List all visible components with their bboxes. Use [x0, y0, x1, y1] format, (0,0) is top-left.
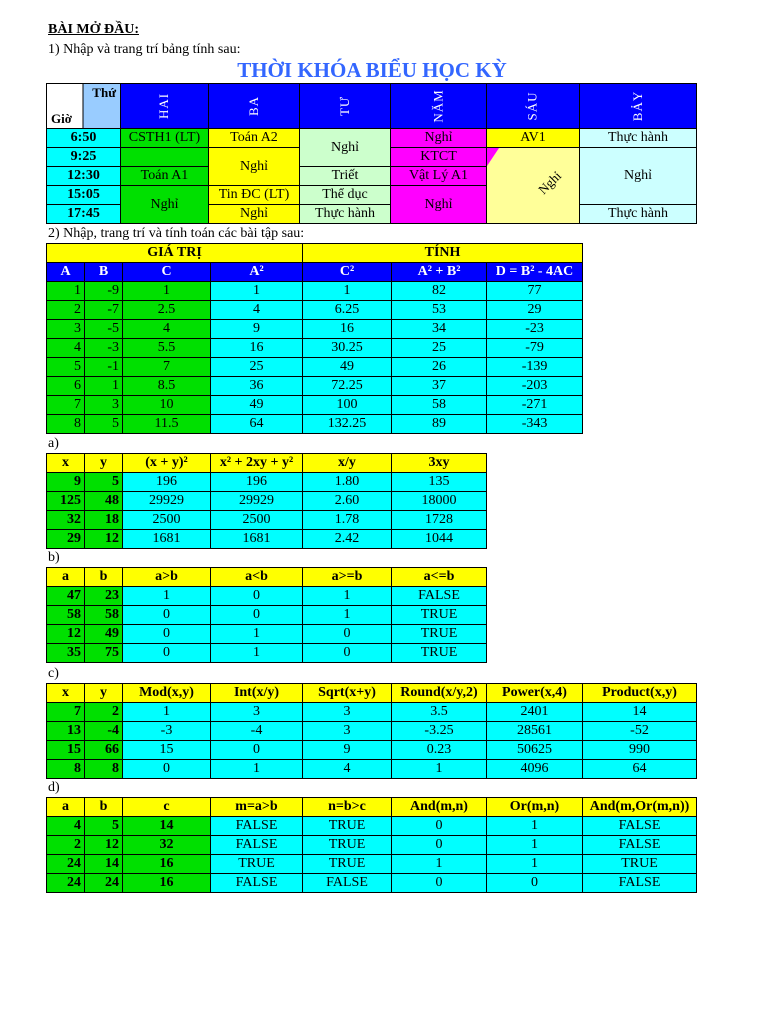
table_main-cell: 4: [211, 301, 303, 320]
table-row: [47, 511, 487, 530]
table_a-cell: 1681: [123, 530, 211, 549]
table_b-header-2: a>b: [123, 568, 211, 587]
table_a-cell: 29929: [123, 492, 211, 511]
table_main-cell: 1: [85, 377, 123, 396]
table_a-cell: 2500: [211, 511, 303, 530]
table_a-cell: 29: [47, 530, 85, 549]
table_c-cell: 13: [47, 722, 85, 741]
heading: BÀI MỞ ĐẦU:: [48, 22, 139, 37]
table_d-cell: 2: [47, 836, 85, 855]
table_d-cell: TRUE: [583, 855, 697, 874]
cell-bay-1: Thực hành: [580, 129, 697, 148]
table-row: [47, 722, 697, 741]
table_d-header-7: And(m,Or(m,n)): [583, 798, 697, 817]
cell-hai-3: Toán A1: [121, 167, 209, 186]
table_b-cell: TRUE: [392, 644, 487, 663]
table_main-cell: 1: [303, 282, 392, 301]
label-a: a): [48, 436, 59, 451]
day-nam: NĂM: [391, 84, 487, 129]
table-row: [47, 817, 697, 836]
table_c-cell: 66: [85, 741, 123, 760]
table_d-cell: 16: [123, 874, 211, 893]
table_c-header-2: Mod(x,y): [123, 684, 211, 703]
table_d-cell: FALSE: [211, 817, 303, 836]
table-row: [47, 587, 487, 606]
table_a-cell: 32: [47, 511, 85, 530]
table-row: [47, 282, 583, 301]
table_c-header-6: Power(x,4): [487, 684, 583, 703]
table_a-cell: 2.42: [303, 530, 392, 549]
table_main-cell: 100: [303, 396, 392, 415]
table_c-cell: 2401: [487, 703, 583, 722]
table_main-cell: 26: [392, 358, 487, 377]
table_c-cell: 4: [303, 760, 392, 779]
table_d-header-1: b: [85, 798, 123, 817]
cell-nam-1: Nghỉ: [391, 129, 487, 148]
table_b-header-5: a<=b: [392, 568, 487, 587]
table_d-cell: 1: [392, 855, 487, 874]
table_c-cell: -3.25: [392, 722, 487, 741]
table_a-cell: 196: [211, 473, 303, 492]
table_d-cell: 14: [123, 817, 211, 836]
table_d-cell: 0: [487, 874, 583, 893]
cell-ba-5: Nghỉ: [209, 205, 300, 224]
table_main-cell: 37: [392, 377, 487, 396]
table-row: [47, 396, 583, 415]
table_d-cell: 5: [85, 817, 123, 836]
table_c-cell: 3.5: [392, 703, 487, 722]
table_a-cell: 1044: [392, 530, 487, 549]
table_d-cell: 0: [392, 817, 487, 836]
table_main-cell: -3: [85, 339, 123, 358]
table_d-header-4: n=b>c: [303, 798, 392, 817]
time-2: 9:25: [47, 148, 121, 167]
table_d-cell: 24: [47, 874, 85, 893]
table_c-cell: 0: [123, 760, 211, 779]
table_d-header-0: a: [47, 798, 85, 817]
table_a-header-4: x/y: [303, 454, 392, 473]
table_a-cell: 1681: [211, 530, 303, 549]
table_main-cell: 3: [47, 320, 85, 339]
table_d-cell: 0: [392, 874, 487, 893]
cell-ba-2: Nghỉ: [209, 148, 300, 186]
table_b-cell: 1: [123, 587, 211, 606]
day-hai: HAI: [121, 84, 209, 129]
table-row: [47, 874, 697, 893]
table-c: [46, 683, 697, 779]
table_b-cell: 49: [85, 625, 123, 644]
table_main-cell: 4: [123, 320, 211, 339]
cell-hai-4: Nghỉ: [121, 186, 209, 224]
table_b-cell: 35: [47, 644, 85, 663]
group-values: GIÁ TRỊ: [47, 244, 303, 263]
table_b-cell: 58: [47, 606, 85, 625]
table_main-cell: -23: [487, 320, 583, 339]
table_main-cell: 49: [303, 358, 392, 377]
corner-bottom: Giờ: [51, 111, 72, 126]
table_main-cell: 1: [211, 282, 303, 301]
table_b-cell: 0: [123, 625, 211, 644]
timetable: [46, 83, 697, 224]
cell-tu-1: Nghỉ: [300, 129, 391, 167]
day-tu: TƯ: [300, 84, 391, 129]
cell-ba-1: Toán A2: [209, 129, 300, 148]
table-d: [46, 797, 697, 893]
table_main-cell: 82: [392, 282, 487, 301]
table_main-cell: 7: [47, 396, 85, 415]
table_a-header-5: 3xy: [392, 454, 487, 473]
table_a-cell: 1728: [392, 511, 487, 530]
table_main-cell: 29: [487, 301, 583, 320]
table_d-cell: 0: [392, 836, 487, 855]
table_b-cell: 1: [303, 587, 392, 606]
table_b-cell: 1: [211, 644, 303, 663]
table_a-cell: 5: [85, 473, 123, 492]
table_b-header-1: b: [85, 568, 123, 587]
table_c-cell: -4: [211, 722, 303, 741]
table_b-cell: 12: [47, 625, 85, 644]
table_d-cell: TRUE: [303, 836, 392, 855]
table_d-cell: FALSE: [211, 836, 303, 855]
table_main-cell: 11.5: [123, 415, 211, 434]
table-row: [47, 741, 697, 760]
table_main-cell: 10: [123, 396, 211, 415]
table_main-cell: 5: [47, 358, 85, 377]
table-row: [47, 415, 583, 434]
table_c-header-0: x: [47, 684, 85, 703]
table_main-cell: -79: [487, 339, 583, 358]
table_c-cell: 14: [583, 703, 697, 722]
table_b-cell: 0: [123, 644, 211, 663]
table-row: [47, 644, 487, 663]
table_b-cell: TRUE: [392, 606, 487, 625]
time-5: 17:45: [47, 205, 121, 224]
table_main-header-1: B: [85, 263, 123, 282]
cell-hai-1: CSTH1 (LT): [121, 129, 209, 148]
table_d-cell: FALSE: [211, 874, 303, 893]
table_d-cell: 14: [85, 855, 123, 874]
table_a-header-1: y: [85, 454, 123, 473]
table_main-cell: 2: [47, 301, 85, 320]
table_c-cell: 990: [583, 741, 697, 760]
table_d-cell: FALSE: [303, 874, 392, 893]
table-row: [47, 473, 487, 492]
table_d-cell: TRUE: [211, 855, 303, 874]
table-b: [46, 567, 487, 663]
table_a-cell: 135: [392, 473, 487, 492]
table_main-cell: 34: [392, 320, 487, 339]
table_a-cell: 1.78: [303, 511, 392, 530]
table_c-cell: 1: [211, 760, 303, 779]
table_b-cell: 0: [123, 606, 211, 625]
table_main-header-6: D = B² - 4AC: [487, 263, 583, 282]
table_c-cell: 1: [123, 703, 211, 722]
table_main-cell: 16: [303, 320, 392, 339]
table_main-cell: 5: [85, 415, 123, 434]
table_main-cell: 16: [211, 339, 303, 358]
table_c-cell: 4096: [487, 760, 583, 779]
table_d-header-6: Or(m,n): [487, 798, 583, 817]
table_c-cell: 0.23: [392, 741, 487, 760]
table_main-header-2: C: [123, 263, 211, 282]
table_a-cell: 48: [85, 492, 123, 511]
table_d-cell: 32: [123, 836, 211, 855]
table_main-header-4: C²: [303, 263, 392, 282]
table_b-cell: 75: [85, 644, 123, 663]
table_main-cell: 89: [392, 415, 487, 434]
group-compute: TÍNH: [303, 244, 583, 263]
table_d-header-5: And(m,n): [392, 798, 487, 817]
table_d-cell: 24: [47, 855, 85, 874]
cell-bay-5: Thực hành: [580, 205, 697, 224]
sau-diagonal: [487, 148, 580, 224]
table_main-cell: -5: [85, 320, 123, 339]
table_c-cell: 2: [85, 703, 123, 722]
table_b-cell: 23: [85, 587, 123, 606]
corner-top: Thứ: [92, 85, 116, 100]
table_b-cell: 47: [47, 587, 85, 606]
task2-label: 2) Nhập, trang trí và tính toán các bài tập sau:: [48, 226, 305, 241]
table_b-cell: 0: [211, 587, 303, 606]
table-row: [47, 301, 583, 320]
table_main-cell: 8.5: [123, 377, 211, 396]
table_d-cell: TRUE: [303, 855, 392, 874]
table_c-cell: 15: [47, 741, 85, 760]
table_main-cell: 30.25: [303, 339, 392, 358]
table_a-cell: 1.80: [303, 473, 392, 492]
table_a-header-0: x: [47, 454, 85, 473]
table_d-cell: 4: [47, 817, 85, 836]
label-b: b): [48, 550, 60, 565]
corner-cell: [47, 84, 121, 129]
table_main-cell: -203: [487, 377, 583, 396]
table_a-cell: 18: [85, 511, 123, 530]
table_b-cell: 1: [303, 606, 392, 625]
table_d-cell: 1: [487, 817, 583, 836]
cell-tu-5: Thực hành: [300, 205, 391, 224]
table-row: [47, 625, 487, 644]
table_c-cell: -52: [583, 722, 697, 741]
time-1: 6:50: [47, 129, 121, 148]
table_d-cell: 1: [487, 855, 583, 874]
table_main-cell: 6.25: [303, 301, 392, 320]
table_c-cell: 1: [392, 760, 487, 779]
table_c-cell: 3: [303, 703, 392, 722]
table-row: [47, 855, 697, 874]
table_b-cell: 1: [211, 625, 303, 644]
table_c-cell: -4: [85, 722, 123, 741]
table_b-header-0: a: [47, 568, 85, 587]
cell-hai-2: [121, 148, 209, 167]
table_main-cell: 53: [392, 301, 487, 320]
table_d-cell: TRUE: [303, 817, 392, 836]
table-row: [47, 606, 487, 625]
cell-nam-4: Nghỉ: [391, 186, 487, 224]
table-row: [47, 530, 487, 549]
table_main-cell: 25: [211, 358, 303, 377]
table_c-cell: 15: [123, 741, 211, 760]
cell-sau-2: [487, 148, 580, 224]
label-d: d): [48, 780, 60, 795]
table_c-cell: 8: [47, 760, 85, 779]
table_c-cell: 7: [47, 703, 85, 722]
table_d-cell: FALSE: [583, 817, 697, 836]
table_b-cell: 0: [211, 606, 303, 625]
timetable-title: THỜI KHÓA BIỂU HỌC KỲ: [237, 58, 507, 82]
table-a: [46, 453, 487, 549]
table_b-cell: 0: [303, 625, 392, 644]
table_b-cell: TRUE: [392, 625, 487, 644]
table_main-cell: 49: [211, 396, 303, 415]
table-row: [47, 492, 487, 511]
table_main-cell: 7: [123, 358, 211, 377]
table_main-cell: -9: [85, 282, 123, 301]
table_d-cell: FALSE: [583, 874, 697, 893]
table-row: [47, 377, 583, 396]
table_b-header-3: a<b: [211, 568, 303, 587]
table_c-header-7: Product(x,y): [583, 684, 697, 703]
table_main-cell: 77: [487, 282, 583, 301]
table-main: [46, 243, 583, 434]
table_main-cell: 1: [123, 282, 211, 301]
cell-sau-1: AV1: [487, 129, 580, 148]
table_c-cell: 28561: [487, 722, 583, 741]
table_main-cell: 1: [47, 282, 85, 301]
table_main-cell: 3: [85, 396, 123, 415]
table_main-cell: -7: [85, 301, 123, 320]
table_c-cell: 3: [303, 722, 392, 741]
table_main-cell: -1: [85, 358, 123, 377]
table_a-header-3: x² + 2xy + y²: [211, 454, 303, 473]
day-bay: BẢY: [580, 84, 697, 129]
table_a-cell: 9: [47, 473, 85, 492]
table_main-cell: 132.25: [303, 415, 392, 434]
table_a-cell: 125: [47, 492, 85, 511]
table_c-cell: 3: [211, 703, 303, 722]
table_c-header-4: Sqrt(x+y): [303, 684, 392, 703]
table_main-cell: -139: [487, 358, 583, 377]
table_main-cell: 6: [47, 377, 85, 396]
table_d-header-2: c: [123, 798, 211, 817]
cell-bay-2: Nghỉ: [580, 148, 697, 205]
table_main-cell: 9: [211, 320, 303, 339]
label-c: c): [48, 666, 59, 681]
table_main-header-3: A²: [211, 263, 303, 282]
table-row: [47, 320, 583, 339]
table_c-header-3: Int(x/y): [211, 684, 303, 703]
table_c-header-1: y: [85, 684, 123, 703]
table_main-cell: 25: [392, 339, 487, 358]
table_a-cell: 196: [123, 473, 211, 492]
table_a-cell: 2.60: [303, 492, 392, 511]
day-ba: BA: [209, 84, 300, 129]
cell-tu-4: Thể dục: [300, 186, 391, 205]
table_c-cell: 9: [303, 741, 392, 760]
table-row: [47, 760, 697, 779]
table_main-cell: 2.5: [123, 301, 211, 320]
table_d-header-3: m=a>b: [211, 798, 303, 817]
cell-nam-3: Vật Lý A1: [391, 167, 487, 186]
table_c-cell: 8: [85, 760, 123, 779]
table_main-cell: 4: [47, 339, 85, 358]
table_d-cell: 24: [85, 874, 123, 893]
time-4: 15:05: [47, 186, 121, 205]
table_main-cell: 58: [392, 396, 487, 415]
table_d-cell: 16: [123, 855, 211, 874]
table_main-cell: 5.5: [123, 339, 211, 358]
table_a-cell: 18000: [392, 492, 487, 511]
table_a-cell: 2500: [123, 511, 211, 530]
table_main-cell: 36: [211, 377, 303, 396]
table_main-cell: -343: [487, 415, 583, 434]
table_c-cell: 64: [583, 760, 697, 779]
cell-nam-2: KTCT: [391, 148, 487, 167]
day-sau: SÁU: [487, 84, 580, 129]
table_b-header-4: a>=b: [303, 568, 392, 587]
table-row: [47, 836, 697, 855]
table_main-header-0: A: [47, 263, 85, 282]
table_a-cell: 12: [85, 530, 123, 549]
table_b-cell: 58: [85, 606, 123, 625]
table_main-header-5: A² + B²: [392, 263, 487, 282]
table_d-cell: 12: [85, 836, 123, 855]
table_main-cell: -271: [487, 396, 583, 415]
table_b-cell: FALSE: [392, 587, 487, 606]
table_main-cell: 72.25: [303, 377, 392, 396]
table_c-cell: -3: [123, 722, 211, 741]
table_main-cell: 64: [211, 415, 303, 434]
sau-rest-label: Nghỉ: [535, 168, 565, 198]
table_c-header-5: Round(x/y,2): [392, 684, 487, 703]
table_c-cell: 50625: [487, 741, 583, 760]
table-row: [47, 703, 697, 722]
cell-tu-3: Triết: [300, 167, 391, 186]
table_a-header-2: (x + y)²: [123, 454, 211, 473]
task1-label: 1) Nhập và trang trí bảng tính sau:: [48, 42, 241, 57]
time-3: 12:30: [47, 167, 121, 186]
cell-ba-4: Tin ĐC (LT): [209, 186, 300, 205]
table_c-cell: 0: [211, 741, 303, 760]
table_main-cell: 8: [47, 415, 85, 434]
table-row: [47, 358, 583, 377]
table_a-cell: 29929: [211, 492, 303, 511]
table_d-cell: FALSE: [583, 836, 697, 855]
table_b-cell: 0: [303, 644, 392, 663]
table-row: [47, 339, 583, 358]
table_d-cell: 1: [487, 836, 583, 855]
